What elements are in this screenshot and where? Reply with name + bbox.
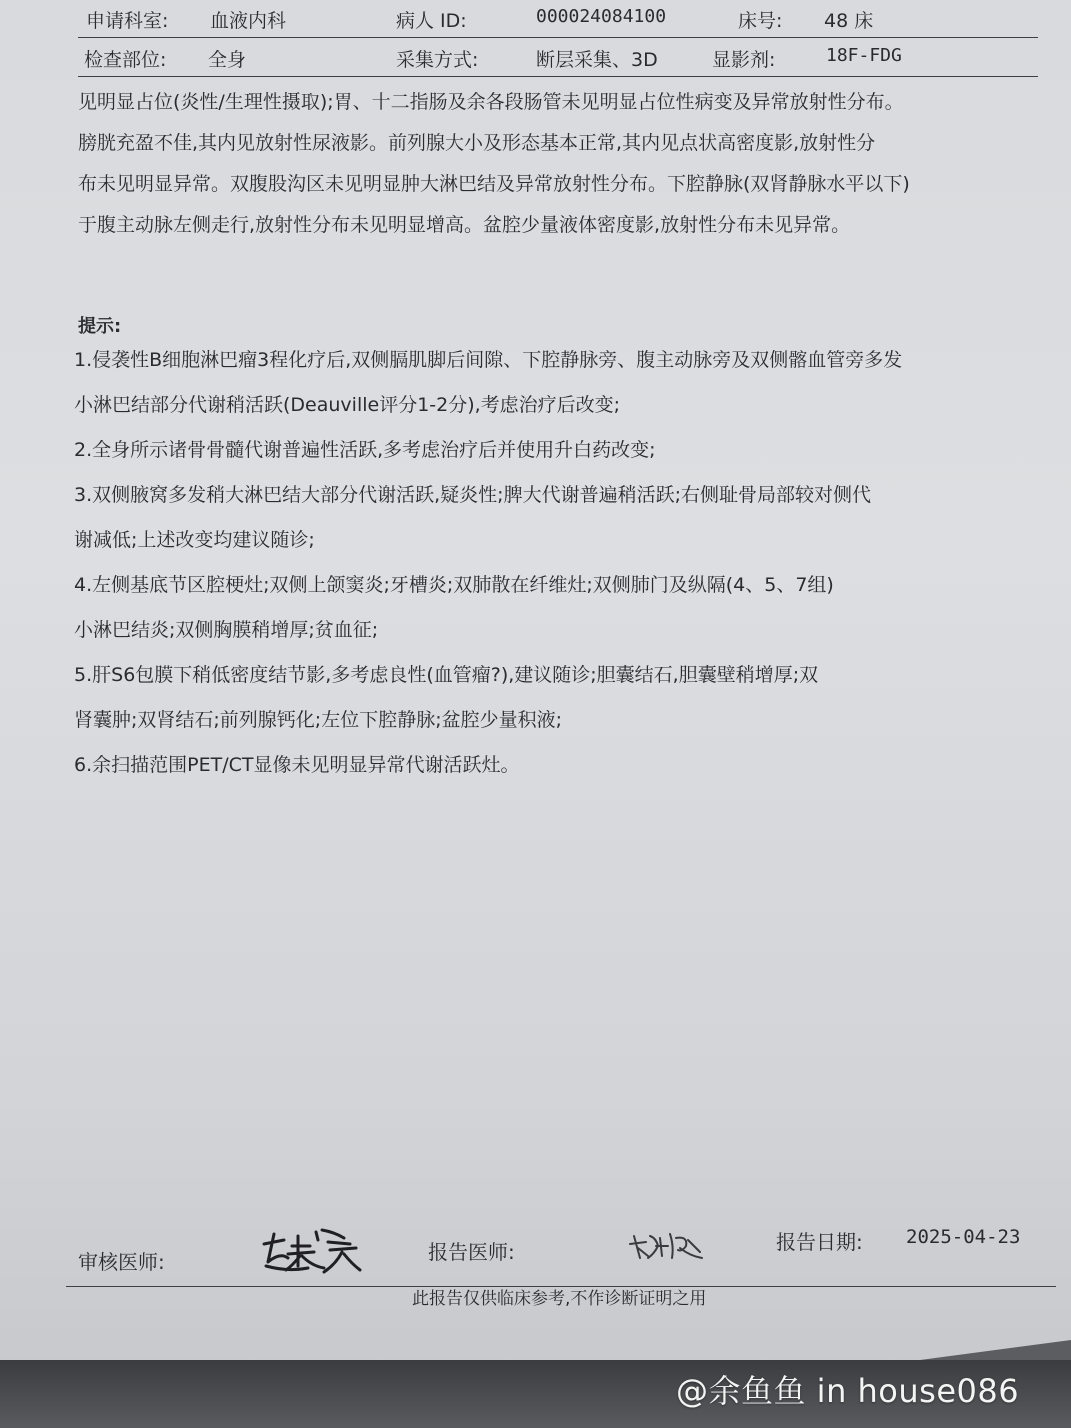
findings-line: 见明显占位(炎性/生理性摄取);胃、十二指肠及余各段肠管未见明显占位性病变及异常放射性分布。 xyxy=(78,91,904,113)
header-row-department xyxy=(78,0,1038,38)
site-label: 检查部位: xyxy=(84,49,167,71)
reviewer-label: 审核医师: xyxy=(78,1250,165,1274)
hint-line: 小淋巴结部分代谢稍活跃(Deauville评分1-2分),考虑治疗后改变; xyxy=(74,394,621,416)
contrast-value: 18F-FDG xyxy=(826,45,902,66)
reviewer-signature-icon xyxy=(258,1222,362,1282)
hint-line: 2.全身所示诸骨骨髓代谢普遍性活跃,多考虑治疗后并使用升白药改变; xyxy=(74,439,656,461)
reporter-label: 报告医师: xyxy=(428,1240,515,1264)
bed-label: 床号: xyxy=(738,10,783,32)
report-date-value: 2025-04-23 xyxy=(906,1226,1021,1248)
dept-label: 申请科室: xyxy=(86,10,169,32)
hint-line: 谢减低;上述改变均建议随诊; xyxy=(74,529,315,551)
report-date-label: 报告日期: xyxy=(776,1230,863,1254)
hints-title: 提示: xyxy=(78,316,122,337)
hint-line: 5.肝S6包膜下稍低密度结节影,多考虑良性(血管瘤?),建议随诊;胆囊结石,胆囊壁稍增厚;双 xyxy=(74,664,819,686)
dept-value: 血液内科 xyxy=(210,10,287,32)
method-value: 断层采集、3D xyxy=(536,49,658,71)
hints-list xyxy=(74,338,1064,788)
findings-line: 于腹主动脉左侧走行,放射性分布未见明显增高。盆腔少量液体密度影,放射性分布未见异常。 xyxy=(78,214,851,236)
report-header-table xyxy=(78,0,1038,78)
hint-line: 1.侵袭性B细胞淋巴瘤3程化疗后,双侧膈肌脚后间隙、下腔静脉旁、腹主动脉旁及双侧髂血管旁多发 xyxy=(74,349,903,371)
hint-line: 小淋巴结炎;双侧胸膜稍增厚;贫血征; xyxy=(74,619,379,641)
report-disclaimer: 此报告仅供临床参考,不作诊断证明之用 xyxy=(412,1289,707,1309)
hint-line: 6.余扫描范围PET/CT显像未见明显异常代谢活跃灶。 xyxy=(74,754,520,776)
method-label: 采集方式: xyxy=(396,49,479,71)
reporter-signature-icon xyxy=(628,1228,708,1264)
hint-line: 4.左侧基底节区腔梗灶;双侧上颌窦炎;牙槽炎;双肺散在纤维灶;双侧肺门及纵隔(4、5、7组) xyxy=(74,574,834,596)
hint-line: 3.双侧腋窝多发稍大淋巴结大部分代谢活跃,疑炎性;脾大代谢普遍稍活跃;右侧耻骨局部较对侧代 xyxy=(74,484,871,506)
contrast-label: 显影剂: xyxy=(712,49,776,71)
patient-id-label: 病人 ID: xyxy=(396,10,467,32)
bed-value: 48 床 xyxy=(824,10,874,32)
patient-id-value: 000024084100 xyxy=(536,6,667,27)
findings-line: 布未见明显异常。双腹股沟区未见明显肿大淋巴结及异常放射性分布。下腔静脉(双肾静脉水平以下) xyxy=(78,173,910,195)
findings-line: 膀胱充盈不佳,其内见放射性尿液影。前列腺大小及形态基本正常,其内见点状高密度影,放射性分 xyxy=(78,132,876,154)
findings-paragraph xyxy=(78,82,1058,246)
site-value: 全身 xyxy=(208,49,247,71)
photo-watermark: @余鱼鱼 in house086 xyxy=(676,1372,1020,1410)
header-row-exam xyxy=(78,39,1038,77)
hint-line: 肾囊肿;双肾结石;前列腺钙化;左位下腔静脉;盆腔少量积液; xyxy=(74,709,563,731)
